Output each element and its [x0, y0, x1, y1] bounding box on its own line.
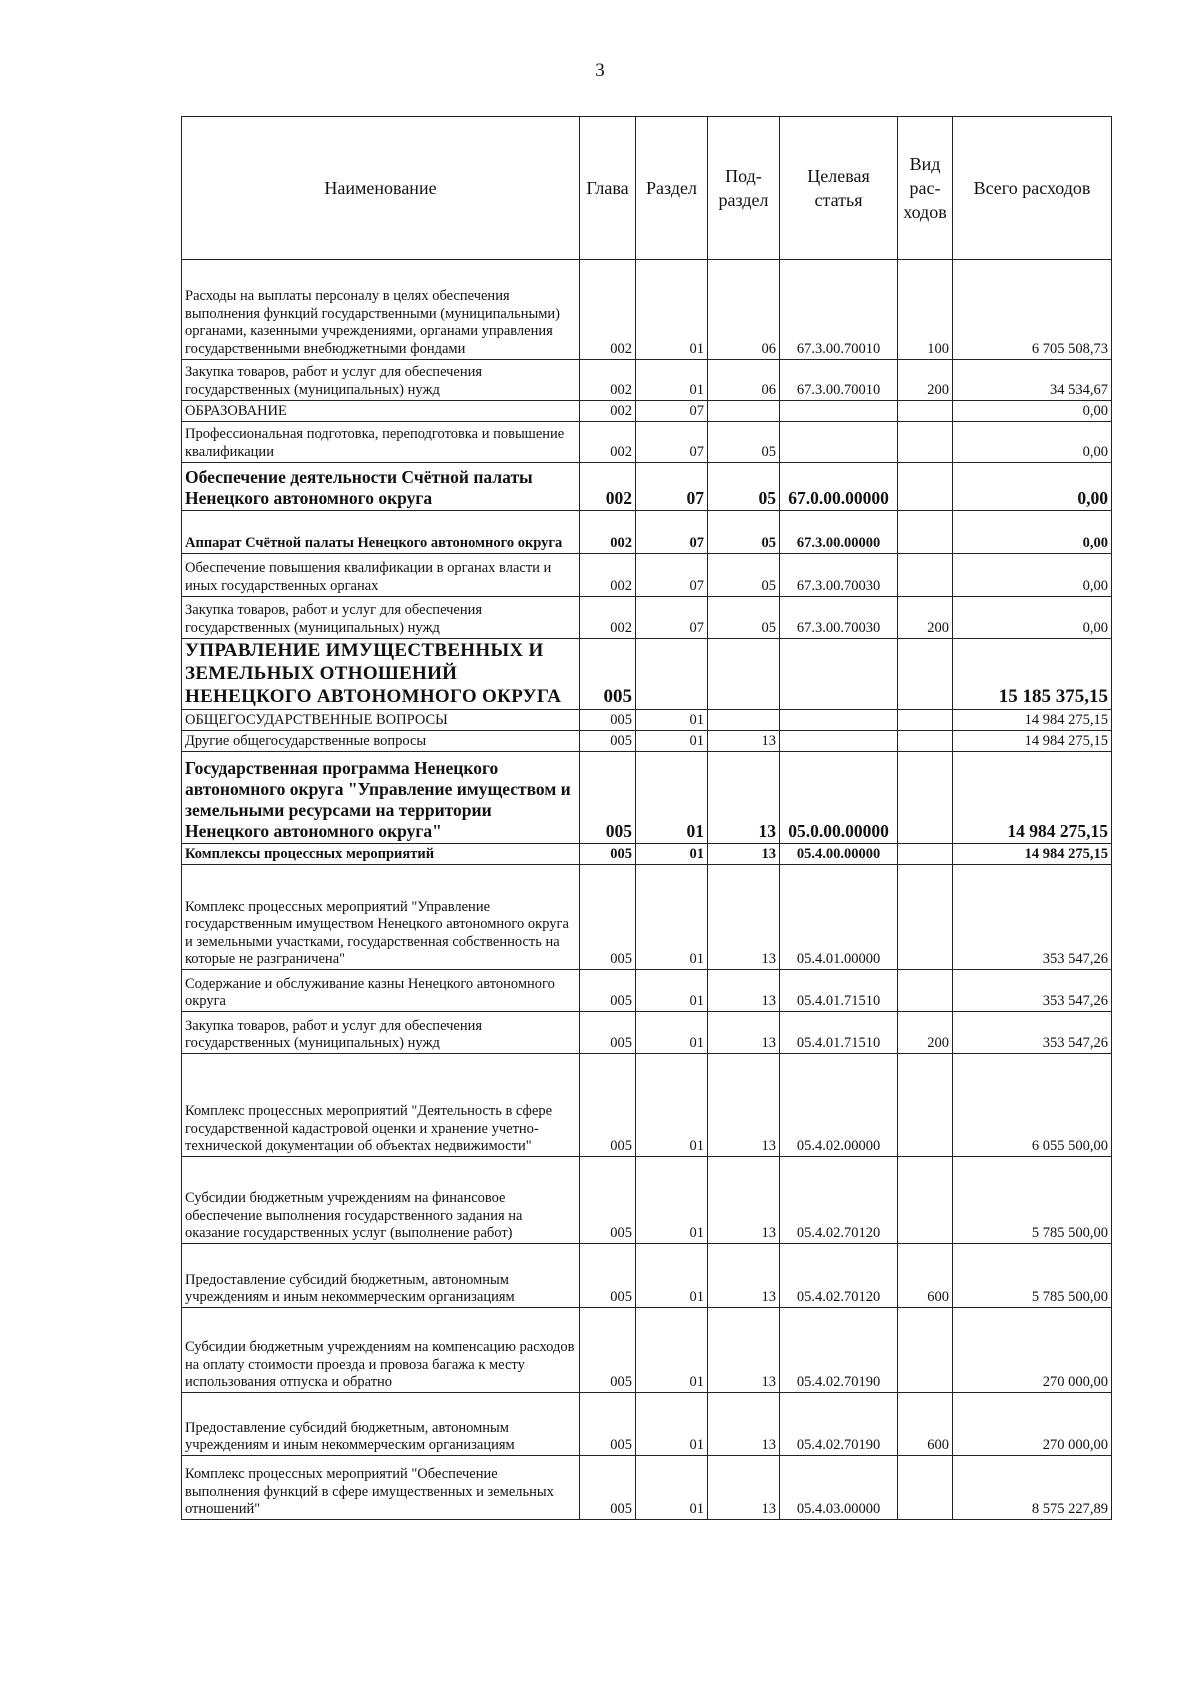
row-chapter: 002	[580, 260, 636, 360]
row-name: Профессиональная подготовка, переподготовка и повышение квалификации	[182, 422, 580, 463]
row-subsection: 05	[708, 597, 780, 639]
row-type	[898, 865, 953, 970]
table-row	[182, 260, 1112, 360]
row-type: 200	[898, 597, 953, 639]
row-type: 100	[898, 260, 953, 360]
table-row	[182, 1393, 1112, 1456]
row-name: Комплексы процессных мероприятий	[182, 844, 580, 865]
row-target: 05.4.02.70190	[780, 1308, 898, 1393]
row-subsection	[708, 401, 780, 422]
row-chapter: 002	[580, 360, 636, 401]
row-section: 07	[636, 554, 708, 597]
row-total: 8 575 227,89	[953, 1456, 1112, 1520]
row-chapter: 005	[580, 844, 636, 865]
row-type	[898, 710, 953, 731]
row-subsection: 05	[708, 422, 780, 463]
row-chapter: 005	[580, 1157, 636, 1244]
row-chapter: 005	[580, 639, 636, 710]
row-type	[898, 844, 953, 865]
row-subsection	[708, 639, 780, 710]
row-name: Комплекс процессных мероприятий "Деятельность в сфере государственной кадастровой оценки и хранение учетно-технической документации об объектах недвижимости"	[182, 1054, 580, 1157]
table-row	[182, 731, 1112, 752]
row-total: 14 984 275,15	[953, 731, 1112, 752]
row-subsection: 13	[708, 970, 780, 1012]
row-total: 0,00	[953, 463, 1112, 511]
row-total: 34 534,67	[953, 360, 1112, 401]
row-type	[898, 1054, 953, 1157]
row-name: ОБРАЗОВАНИЕ	[182, 401, 580, 422]
row-section	[636, 639, 708, 710]
row-total: 5 785 500,00	[953, 1244, 1112, 1308]
row-name: Содержание и обслуживание казны Ненецкого автономного округа	[182, 970, 580, 1012]
row-target	[780, 401, 898, 422]
row-section: 01	[636, 752, 708, 844]
row-type: 200	[898, 360, 953, 401]
row-name: Субсидии бюджетным учреждениям на компенсацию расходов на оплату стоимости проезда и провоза багажа к месту использования отпуска и обратно	[182, 1308, 580, 1393]
row-subsection	[708, 710, 780, 731]
row-chapter: 005	[580, 865, 636, 970]
row-total: 14 984 275,15	[953, 710, 1112, 731]
table-row	[182, 597, 1112, 639]
row-section: 07	[636, 401, 708, 422]
row-subsection: 13	[708, 865, 780, 970]
row-type	[898, 1456, 953, 1520]
row-type: 200	[898, 1012, 953, 1054]
row-target: 05.4.02.00000	[780, 1054, 898, 1157]
row-name: Комплекс процессных мероприятий "Управление государственным имуществом Ненецкого автономного округа и земельными участками, государственная собственность на которые не разграничена"	[182, 865, 580, 970]
row-total: 14 984 275,15	[953, 844, 1112, 865]
row-target: 05.4.01.71510	[780, 1012, 898, 1054]
row-target: 67.3.00.70030	[780, 597, 898, 639]
row-section: 01	[636, 1308, 708, 1393]
row-type	[898, 970, 953, 1012]
row-subsection: 13	[708, 1054, 780, 1157]
row-chapter: 002	[580, 554, 636, 597]
table-row	[182, 710, 1112, 731]
table-row	[182, 1244, 1112, 1308]
table-row	[182, 970, 1112, 1012]
header-type: Вид рас-ходов	[898, 117, 953, 260]
header-subsection: Под-раздел	[708, 117, 780, 260]
row-name: Предоставление субсидий бюджетным, автономным учреждениям и иным некоммерческим организациям	[182, 1393, 580, 1456]
header-name: Наименование	[182, 117, 580, 260]
row-type	[898, 511, 953, 554]
row-type	[898, 422, 953, 463]
row-type: 600	[898, 1244, 953, 1308]
row-name: Комплекс процессных мероприятий "Обеспечение выполнения функций в сфере имущественных и земельных отношений"	[182, 1456, 580, 1520]
table-row	[182, 1157, 1112, 1244]
row-section: 01	[636, 731, 708, 752]
row-chapter: 002	[580, 597, 636, 639]
row-chapter: 005	[580, 1054, 636, 1157]
row-total: 0,00	[953, 422, 1112, 463]
table-row	[182, 639, 1112, 710]
row-type	[898, 752, 953, 844]
row-target	[780, 422, 898, 463]
row-chapter: 005	[580, 1456, 636, 1520]
table-row	[182, 1012, 1112, 1054]
row-name: ОБЩЕГОСУДАРСТВЕННЫЕ ВОПРОСЫ	[182, 710, 580, 731]
row-total: 270 000,00	[953, 1393, 1112, 1456]
row-type	[898, 554, 953, 597]
row-section: 01	[636, 970, 708, 1012]
budget-table	[181, 116, 1112, 1520]
row-chapter: 005	[580, 1244, 636, 1308]
row-name: Обеспечение деятельности Счётной палаты Ненецкого автономного округа	[182, 463, 580, 511]
header-target: Целевая статья	[780, 117, 898, 260]
row-section: 01	[636, 1456, 708, 1520]
row-target	[780, 731, 898, 752]
row-subsection: 06	[708, 360, 780, 401]
row-subsection: 05	[708, 511, 780, 554]
row-name: Закупка товаров, работ и услуг для обеспечения государственных (муниципальных) нужд	[182, 360, 580, 401]
table-row	[182, 865, 1112, 970]
row-subsection: 13	[708, 731, 780, 752]
row-subsection: 13	[708, 1393, 780, 1456]
row-section: 01	[636, 1157, 708, 1244]
row-target: 67.3.00.70010	[780, 360, 898, 401]
table-header-row	[182, 117, 1112, 260]
row-name: Аппарат Счётной палаты Ненецкого автономного округа	[182, 511, 580, 554]
row-section: 01	[636, 844, 708, 865]
row-target: 05.4.03.00000	[780, 1456, 898, 1520]
row-subsection: 13	[708, 844, 780, 865]
row-chapter: 005	[580, 1393, 636, 1456]
row-subsection: 13	[708, 1012, 780, 1054]
row-total: 0,00	[953, 554, 1112, 597]
row-subsection: 13	[708, 1456, 780, 1520]
row-section: 01	[636, 710, 708, 731]
row-type	[898, 401, 953, 422]
row-section: 01	[636, 260, 708, 360]
row-section: 01	[636, 360, 708, 401]
row-chapter: 002	[580, 463, 636, 511]
row-name: Закупка товаров, работ и услуг для обеспечения государственных (муниципальных) нужд	[182, 1012, 580, 1054]
row-total: 0,00	[953, 401, 1112, 422]
row-total: 353 547,26	[953, 1012, 1112, 1054]
row-section: 07	[636, 597, 708, 639]
row-target: 05.4.02.70190	[780, 1393, 898, 1456]
row-type	[898, 1157, 953, 1244]
row-subsection: 13	[708, 1308, 780, 1393]
table-row	[182, 844, 1112, 865]
table-row	[182, 463, 1112, 511]
row-type: 600	[898, 1393, 953, 1456]
row-subsection: 13	[708, 1157, 780, 1244]
row-total: 5 785 500,00	[953, 1157, 1112, 1244]
table-row	[182, 752, 1112, 844]
row-section: 07	[636, 422, 708, 463]
row-target: 05.4.00.00000	[780, 844, 898, 865]
page-number: 3	[595, 60, 605, 81]
row-target: 05.4.02.70120	[780, 1157, 898, 1244]
row-section: 01	[636, 1244, 708, 1308]
row-section: 07	[636, 511, 708, 554]
row-name: Государственная программа Ненецкого автономного округа "Управление имуществом и земельными ресурсами на территории Ненецкого автономного округа"	[182, 752, 580, 844]
row-total: 0,00	[953, 597, 1112, 639]
row-chapter: 005	[580, 731, 636, 752]
table-row	[182, 1308, 1112, 1393]
table-row	[182, 360, 1112, 401]
row-name: Субсидии бюджетным учреждениям на финансовое обеспечение выполнения государственного задания на оказание государственных услуг (выполнение работ)	[182, 1157, 580, 1244]
row-target: 05.0.00.00000	[780, 752, 898, 844]
row-name: Закупка товаров, работ и услуг для обеспечения государственных (муниципальных) нужд	[182, 597, 580, 639]
row-total: 0,00	[953, 511, 1112, 554]
row-chapter: 005	[580, 1012, 636, 1054]
row-chapter: 002	[580, 511, 636, 554]
row-section: 01	[636, 1393, 708, 1456]
row-section: 01	[636, 1012, 708, 1054]
row-target: 67.3.00.70010	[780, 260, 898, 360]
row-subsection: 13	[708, 752, 780, 844]
row-name: Расходы на выплаты персоналу в целях обеспечения выполнения функций государственными (муниципальными) органами, казенными учреждениями, органами управления государственными внебюджетными фондами	[182, 260, 580, 360]
table-row	[182, 554, 1112, 597]
row-total: 353 547,26	[953, 865, 1112, 970]
row-total: 14 984 275,15	[953, 752, 1112, 844]
row-name: Обеспечение повышения квалификации в органах власти и иных государственных органах	[182, 554, 580, 597]
row-subsection: 05	[708, 463, 780, 511]
row-name: Предоставление субсидий бюджетным, автономным учреждениям и иным некоммерческим организациям	[182, 1244, 580, 1308]
table-row	[182, 422, 1112, 463]
row-total: 353 547,26	[953, 970, 1112, 1012]
row-subsection: 13	[708, 1244, 780, 1308]
table-row	[182, 1456, 1112, 1520]
row-chapter: 005	[580, 970, 636, 1012]
row-total: 270 000,00	[953, 1308, 1112, 1393]
row-section: 01	[636, 865, 708, 970]
row-target: 67.0.00.00000	[780, 463, 898, 511]
row-chapter: 005	[580, 752, 636, 844]
table-row	[182, 511, 1112, 554]
row-target: 05.4.02.70120	[780, 1244, 898, 1308]
row-total: 6 705 508,73	[953, 260, 1112, 360]
row-type	[898, 639, 953, 710]
row-chapter: 002	[580, 422, 636, 463]
header-total: Всего расходов	[953, 117, 1112, 260]
row-name: УПРАВЛЕНИЕ ИМУЩЕСТВЕННЫХ И ЗЕМЕЛЬНЫХ ОТНОШЕНИЙ НЕНЕЦКОГО АВТОНОМНОГО ОКРУГА	[182, 639, 580, 710]
row-chapter: 005	[580, 710, 636, 731]
row-target: 67.3.00.70030	[780, 554, 898, 597]
row-subsection: 06	[708, 260, 780, 360]
row-subsection: 05	[708, 554, 780, 597]
row-target: 05.4.01.71510	[780, 970, 898, 1012]
row-type	[898, 1308, 953, 1393]
row-section: 01	[636, 1054, 708, 1157]
row-target	[780, 639, 898, 710]
row-chapter: 005	[580, 1308, 636, 1393]
row-section: 07	[636, 463, 708, 511]
row-target	[780, 710, 898, 731]
row-target: 67.3.00.00000	[780, 511, 898, 554]
row-chapter: 002	[580, 401, 636, 422]
row-type	[898, 731, 953, 752]
table-row	[182, 1054, 1112, 1157]
row-target: 05.4.01.00000	[780, 865, 898, 970]
row-type	[898, 463, 953, 511]
header-section: Раздел	[636, 117, 708, 260]
row-total: 6 055 500,00	[953, 1054, 1112, 1157]
table-row	[182, 401, 1112, 422]
row-name: Другие общегосударственные вопросы	[182, 731, 580, 752]
row-total: 15 185 375,15	[953, 639, 1112, 710]
header-chapter: Глава	[580, 117, 636, 260]
